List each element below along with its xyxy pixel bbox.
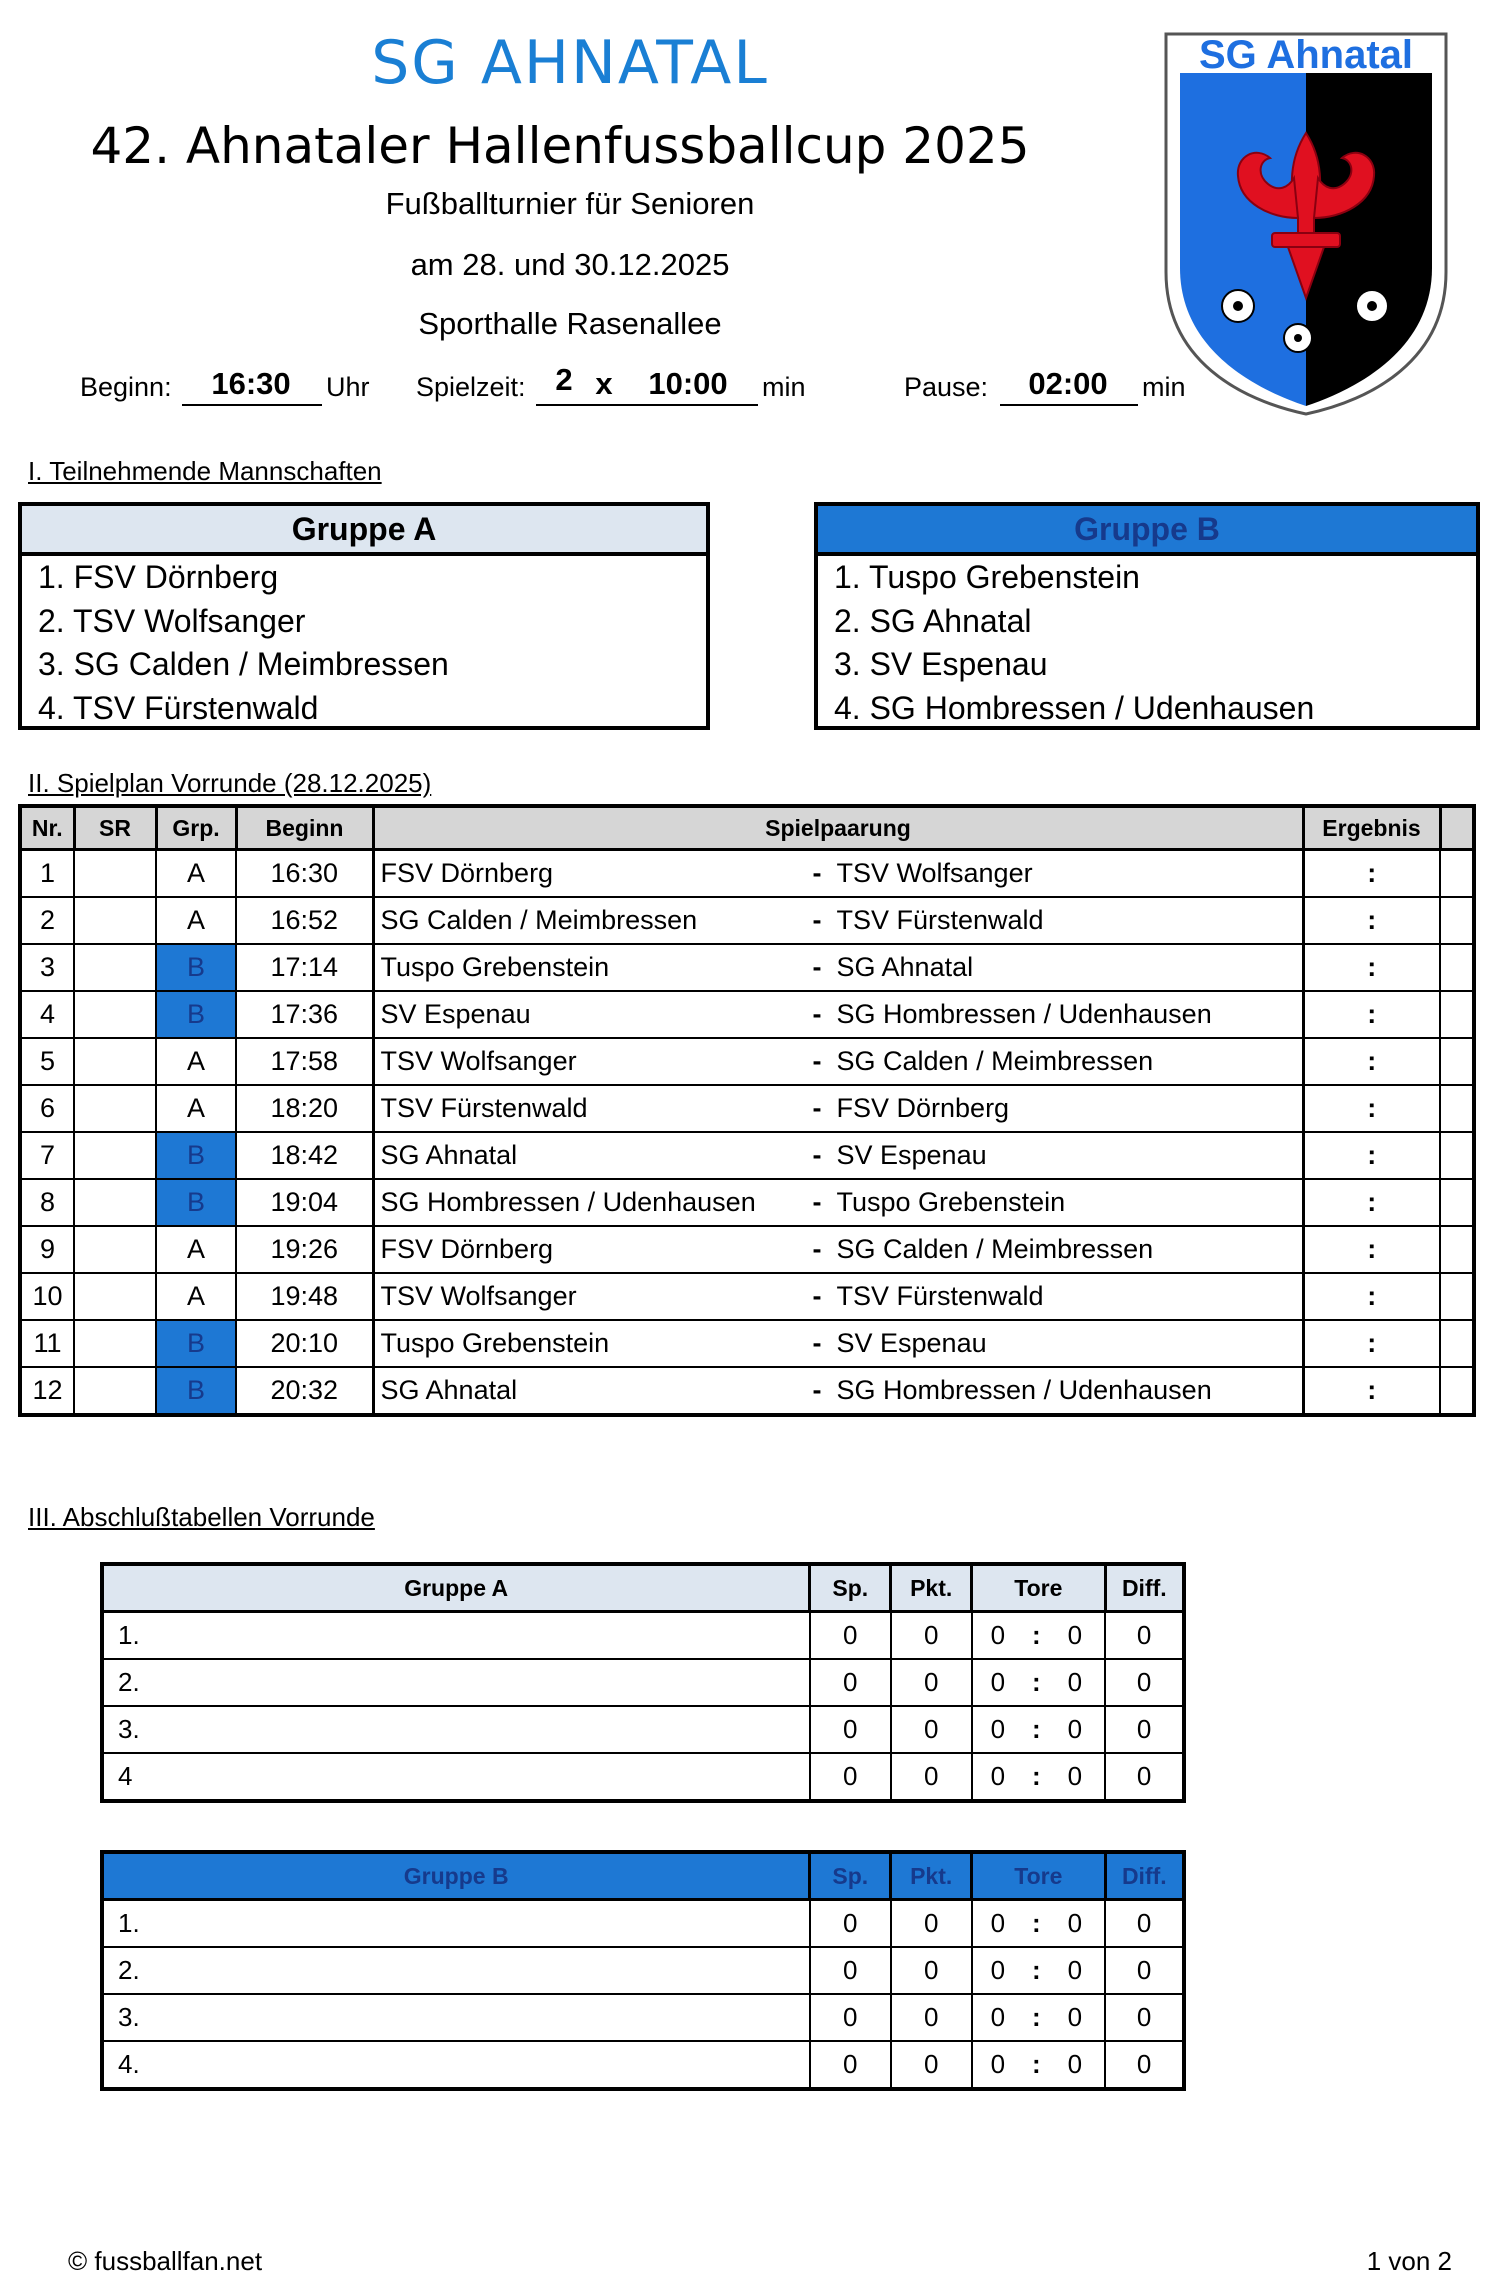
home-team: Tuspo Grebenstein xyxy=(380,952,610,982)
spare-cell xyxy=(1440,991,1474,1038)
col-sr: SR xyxy=(74,806,156,850)
spare-cell xyxy=(1440,1367,1474,1415)
group-b-heading: Gruppe B xyxy=(818,506,1476,556)
match-time: 19:26 xyxy=(236,1226,373,1273)
goals-against: 0 xyxy=(1067,1761,1083,1791)
match-number: 9 xyxy=(20,1226,74,1273)
footer-copyright: © fussballfan.net xyxy=(68,2246,263,2276)
standings-diff: 0 xyxy=(1105,1900,1184,1948)
standings-points: 0 xyxy=(891,1659,972,1706)
standings-row xyxy=(102,1706,1184,1753)
match-time: 18:20 xyxy=(236,1085,373,1132)
standings-played: 0 xyxy=(810,1947,891,1994)
standings-position: 1. xyxy=(102,1612,810,1660)
away-team: FSV Dörnberg xyxy=(836,1093,1010,1123)
pairing-dash: - xyxy=(812,1328,822,1358)
start-label: Beginn: xyxy=(80,372,172,402)
away-team: SG Hombressen / Udenhausen xyxy=(836,999,1212,1029)
col-result: Ergebnis xyxy=(1303,806,1440,850)
match-number: 7 xyxy=(20,1132,74,1179)
spare-cell xyxy=(1440,1179,1474,1226)
standings-diff: 0 xyxy=(1105,1947,1184,1994)
pairing-dash: - xyxy=(812,1046,822,1076)
standings-row xyxy=(102,2041,1184,2089)
match-group: B xyxy=(156,944,236,991)
playtime-underline xyxy=(536,404,758,406)
section-schedule-title: II. Spielplan Vorrunde (28.12.2025) xyxy=(28,768,432,798)
goals-wrap xyxy=(973,1667,1104,1698)
standings-group-b-table xyxy=(100,1850,1186,2091)
goals-separator: : xyxy=(1032,1761,1041,1791)
goals-for: 0 xyxy=(990,1667,1006,1697)
goals-for: 0 xyxy=(990,1620,1006,1650)
group-a-team: 3. SG Calden / Meimbressen xyxy=(38,646,449,682)
standings-goals xyxy=(972,1947,1105,1994)
pairing-dash: - xyxy=(812,1187,822,1217)
standings-points: 0 xyxy=(891,1900,972,1948)
match-result[interactable]: : xyxy=(1303,897,1440,944)
standings-played: 0 xyxy=(810,1659,891,1706)
match-group: B xyxy=(156,1179,236,1226)
pairing-wrap xyxy=(375,992,1302,1037)
match-group: A xyxy=(156,1273,236,1320)
col-pkt: Pkt. xyxy=(891,1564,972,1612)
standings-position: 3. xyxy=(102,1994,810,2041)
group-b-team: 4. SG Hombressen / Udenhausen xyxy=(834,689,1315,726)
home-team: SG Calden / Meimbressen xyxy=(380,905,698,935)
match-group: B xyxy=(156,991,236,1038)
schedule-row xyxy=(20,1038,1474,1085)
pairing-wrap xyxy=(375,851,1302,896)
away-team: SV Espenau xyxy=(836,1140,987,1170)
away-team: Tuspo Grebenstein xyxy=(836,1187,1066,1217)
goals-wrap xyxy=(973,1761,1104,1792)
match-result[interactable]: : xyxy=(1303,1132,1440,1179)
match-time: 20:10 xyxy=(236,1320,373,1367)
standings-played: 0 xyxy=(810,1994,891,2041)
group-a-team-list xyxy=(22,556,706,730)
referee-cell[interactable] xyxy=(74,991,156,1038)
spare-cell xyxy=(1440,1273,1474,1320)
goals-for: 0 xyxy=(990,1955,1006,1985)
goals-for: 0 xyxy=(990,1908,1006,1938)
col-pkt: Pkt. xyxy=(891,1852,972,1900)
standings-row xyxy=(102,1994,1184,2041)
pairing-dash: - xyxy=(812,1375,822,1405)
match-pairing xyxy=(373,1320,1303,1367)
match-time: 19:48 xyxy=(236,1273,373,1320)
standings-diff: 0 xyxy=(1105,2041,1184,2089)
match-group: A xyxy=(156,897,236,944)
standings-row xyxy=(102,1947,1184,1994)
referee-cell[interactable] xyxy=(74,1085,156,1132)
schedule-header-row xyxy=(20,806,1474,850)
goals-wrap xyxy=(973,1908,1104,1939)
home-team: SV Espenau xyxy=(380,999,531,1029)
start-value: 16:30 xyxy=(211,366,291,401)
schedule-body xyxy=(20,850,1474,1416)
match-pairing xyxy=(373,1038,1303,1085)
standings-diff: 0 xyxy=(1105,1612,1184,1660)
goals-against: 0 xyxy=(1067,1955,1083,1985)
away-team: SG Calden / Meimbressen xyxy=(836,1234,1154,1264)
standings-diff: 0 xyxy=(1105,1659,1184,1706)
schedule-row xyxy=(20,1226,1474,1273)
spare-cell xyxy=(1440,1038,1474,1085)
section-standings-title: III. Abschlußtabellen Vorrunde xyxy=(28,1502,375,1532)
col-tore: Tore xyxy=(972,1564,1105,1612)
standings-row xyxy=(102,1612,1184,1660)
schedule-row xyxy=(20,1320,1474,1367)
pairing-wrap xyxy=(375,945,1302,990)
match-time: 16:30 xyxy=(236,850,373,898)
pairing-dash: - xyxy=(812,858,822,888)
standings-row xyxy=(102,1753,1184,1801)
match-pairing xyxy=(373,991,1303,1038)
club-title: SG AHNATAL xyxy=(371,28,769,98)
goals-against: 0 xyxy=(1067,1714,1083,1744)
away-team: TSV Wolfsanger xyxy=(836,858,1033,888)
goals-separator: : xyxy=(1032,2049,1041,2079)
match-pairing xyxy=(373,1273,1303,1320)
referee-cell[interactable] xyxy=(74,944,156,991)
goals-separator: : xyxy=(1032,1714,1041,1744)
match-result[interactable]: : xyxy=(1303,1085,1440,1132)
standings-b-title: Gruppe B xyxy=(102,1852,810,1900)
spare-cell xyxy=(1440,944,1474,991)
group-b-box xyxy=(814,502,1480,730)
standings-goals xyxy=(972,1994,1105,2041)
schedule-table xyxy=(18,804,1476,1417)
match-number: 1 xyxy=(20,850,74,898)
playtime-value: 10:00 xyxy=(648,366,728,401)
pause-underline xyxy=(1000,404,1138,406)
home-team: SG Ahnatal xyxy=(380,1140,518,1170)
schedule-row xyxy=(20,944,1474,991)
match-group: A xyxy=(156,850,236,898)
group-a-heading: Gruppe A xyxy=(22,506,706,556)
goals-wrap xyxy=(973,1620,1104,1651)
match-time: 17:14 xyxy=(236,944,373,991)
home-team: SG Hombressen / Udenhausen xyxy=(380,1187,756,1217)
col-sp: Sp. xyxy=(810,1852,891,1900)
match-group: A xyxy=(156,1226,236,1273)
goals-against: 0 xyxy=(1067,1908,1083,1938)
goals-wrap xyxy=(973,1955,1104,1986)
standings-diff: 0 xyxy=(1105,1706,1184,1753)
match-number: 11 xyxy=(20,1320,74,1367)
away-team: TSV Fürstenwald xyxy=(836,1281,1044,1311)
pairing-dash: - xyxy=(812,905,822,935)
standings-points: 0 xyxy=(891,1947,972,1994)
standings-position: 4. xyxy=(102,2041,810,2089)
match-result[interactable]: : xyxy=(1303,944,1440,991)
group-a-team: 4. TSV Fürstenwald xyxy=(38,689,319,726)
match-result[interactable]: : xyxy=(1303,1179,1440,1226)
pairing-dash: - xyxy=(812,1093,822,1123)
pairing-wrap xyxy=(375,1133,1302,1178)
club-crest-logo xyxy=(1160,28,1452,416)
pairing-wrap xyxy=(375,1368,1302,1413)
referee-cell[interactable] xyxy=(74,1179,156,1226)
match-pairing xyxy=(373,897,1303,944)
spare-cell xyxy=(1440,1132,1474,1179)
match-time: 19:04 xyxy=(236,1179,373,1226)
match-group: B xyxy=(156,1367,236,1415)
standings-diff: 0 xyxy=(1105,1994,1184,2041)
standings-position: 2. xyxy=(102,1947,810,1994)
standings-a-title: Gruppe A xyxy=(102,1564,810,1612)
match-group: A xyxy=(156,1085,236,1132)
match-pairing xyxy=(373,1226,1303,1273)
referee-cell[interactable] xyxy=(74,1132,156,1179)
spare-cell xyxy=(1440,1226,1474,1273)
standings-played: 0 xyxy=(810,2041,891,2089)
match-result[interactable]: : xyxy=(1303,1367,1440,1415)
match-pairing xyxy=(373,1179,1303,1226)
standings-a-header-row xyxy=(102,1564,1184,1612)
pairing-wrap xyxy=(375,1180,1302,1225)
match-number: 5 xyxy=(20,1038,74,1085)
spare-cell xyxy=(1440,1320,1474,1367)
standings-goals xyxy=(972,1753,1105,1801)
group-a-box xyxy=(18,502,710,730)
home-team: TSV Fürstenwald xyxy=(380,1093,588,1123)
footer-page-number: 1 von 2 xyxy=(1366,2246,1452,2276)
start-underline xyxy=(182,404,322,406)
home-team: SG Ahnatal xyxy=(380,1375,518,1405)
schedule-row xyxy=(20,1085,1474,1132)
goals-separator: : xyxy=(1032,2002,1041,2032)
referee-cell[interactable] xyxy=(74,1320,156,1367)
spare-cell xyxy=(1440,1085,1474,1132)
goals-separator: : xyxy=(1032,1955,1041,1985)
standings-points: 0 xyxy=(891,2041,972,2089)
venue-line: Sporthalle Rasenallee xyxy=(418,306,722,341)
referee-cell[interactable] xyxy=(74,1038,156,1085)
schedule-row xyxy=(20,897,1474,944)
standings-b-header-row xyxy=(102,1852,1184,1900)
col-diff: Diff. xyxy=(1105,1852,1184,1900)
match-time: 18:42 xyxy=(236,1132,373,1179)
cup-title: 42. Ahnataler Hallenfussballcup 2025 xyxy=(90,117,1030,175)
referee-cell[interactable] xyxy=(74,1273,156,1320)
pairing-dash: - xyxy=(812,1234,822,1264)
referee-cell[interactable] xyxy=(74,1226,156,1273)
schedule-row xyxy=(20,991,1474,1038)
match-number: 8 xyxy=(20,1179,74,1226)
standings-goals xyxy=(972,1659,1105,1706)
match-time: 20:32 xyxy=(236,1367,373,1415)
pairing-dash: - xyxy=(812,999,822,1029)
group-a-team: 1. FSV Dörnberg xyxy=(38,559,279,595)
spare-cell xyxy=(1440,897,1474,944)
pairing-wrap xyxy=(375,898,1302,943)
standings-position: 2. xyxy=(102,1659,810,1706)
pause-value: 02:00 xyxy=(1028,366,1108,401)
standings-a-body xyxy=(102,1612,1184,1802)
standings-goals xyxy=(972,2041,1105,2089)
referee-cell[interactable] xyxy=(74,897,156,944)
standings-position: 4 xyxy=(102,1753,810,1801)
goals-for: 0 xyxy=(990,2049,1006,2079)
pairing-dash: - xyxy=(812,952,822,982)
schedule-row xyxy=(20,1367,1474,1415)
pairing-wrap xyxy=(375,1274,1302,1319)
match-pairing xyxy=(373,850,1303,898)
pause-label: Pause: xyxy=(904,372,989,402)
goals-against: 0 xyxy=(1067,1667,1083,1697)
match-result[interactable]: : xyxy=(1303,1273,1440,1320)
crest-text: SG Ahnatal xyxy=(1198,33,1414,77)
standings-points: 0 xyxy=(891,1706,972,1753)
group-b-team: 3. SV Espenau xyxy=(834,646,1048,682)
match-number: 6 xyxy=(20,1085,74,1132)
referee-cell[interactable] xyxy=(74,850,156,898)
col-grp: Grp. xyxy=(156,806,236,850)
goals-separator: : xyxy=(1032,1667,1041,1697)
home-team: TSV Wolfsanger xyxy=(380,1046,577,1076)
match-time: 17:36 xyxy=(236,991,373,1038)
col-tore: Tore xyxy=(972,1852,1105,1900)
standings-b-body xyxy=(102,1900,1184,2090)
standings-played: 0 xyxy=(810,1612,891,1660)
standings-points: 0 xyxy=(891,1994,972,2041)
away-team: SV Espenau xyxy=(836,1328,987,1358)
match-number: 3 xyxy=(20,944,74,991)
group-a-team: 2. TSV Wolfsanger xyxy=(38,602,306,639)
pairing-wrap xyxy=(375,1086,1302,1131)
pairing-dash: - xyxy=(812,1140,822,1170)
goals-for: 0 xyxy=(990,2002,1006,2032)
away-team: SG Hombressen / Udenhausen xyxy=(836,1375,1212,1405)
goals-against: 0 xyxy=(1067,2002,1083,2032)
match-number: 10 xyxy=(20,1273,74,1320)
schedule-row xyxy=(20,1179,1474,1226)
match-result[interactable]: : xyxy=(1303,850,1440,898)
goals-against: 0 xyxy=(1067,2049,1083,2079)
standings-points: 0 xyxy=(891,1612,972,1660)
standings-played: 0 xyxy=(810,1753,891,1801)
match-number: 4 xyxy=(20,991,74,1038)
standings-points: 0 xyxy=(891,1753,972,1801)
spare-cell xyxy=(1440,850,1474,898)
home-team: Tuspo Grebenstein xyxy=(380,1328,610,1358)
group-b-team-list xyxy=(818,556,1476,730)
playtime-halves: 2 xyxy=(555,362,573,397)
col-pairing: Spielpaarung xyxy=(373,806,1303,850)
goals-for: 0 xyxy=(990,1714,1006,1744)
pairing-wrap xyxy=(375,1039,1302,1084)
match-number: 2 xyxy=(20,897,74,944)
col-diff: Diff. xyxy=(1105,1564,1184,1612)
standings-position: 1. xyxy=(102,1900,810,1948)
section-teams-title: I. Teilnehmende Mannschaften xyxy=(28,456,382,486)
standings-group-a-table xyxy=(100,1562,1186,1803)
schedule-row xyxy=(20,850,1474,898)
away-team: TSV Fürstenwald xyxy=(836,905,1044,935)
standings-position: 3. xyxy=(102,1706,810,1753)
col-sp: Sp. xyxy=(810,1564,891,1612)
group-b-team: 1. Tuspo Grebenstein xyxy=(834,559,1140,595)
match-pairing xyxy=(373,1132,1303,1179)
match-time: 17:58 xyxy=(236,1038,373,1085)
standings-row xyxy=(102,1659,1184,1706)
standings-played: 0 xyxy=(810,1900,891,1948)
home-team: FSV Dörnberg xyxy=(380,1234,554,1264)
playtime-label: Spielzeit: xyxy=(416,372,526,402)
match-time: 16:52 xyxy=(236,897,373,944)
standings-goals xyxy=(972,1612,1105,1660)
standings-goals xyxy=(972,1706,1105,1753)
playtime-unit: min xyxy=(762,372,806,402)
col-beginn: Beginn xyxy=(236,806,373,850)
match-result[interactable]: : xyxy=(1303,1226,1440,1273)
start-unit: Uhr xyxy=(326,372,370,402)
standings-row xyxy=(102,1900,1184,1948)
away-team: SG Calden / Meimbressen xyxy=(836,1046,1154,1076)
standings-goals xyxy=(972,1900,1105,1948)
col-spare xyxy=(1440,806,1474,850)
match-pairing xyxy=(373,1085,1303,1132)
pause-unit: min xyxy=(1142,372,1186,402)
pairing-dash: - xyxy=(812,1281,822,1311)
away-team: SG Ahnatal xyxy=(836,952,974,982)
col-nr: Nr. xyxy=(20,806,74,850)
goals-separator: : xyxy=(1032,1908,1041,1938)
match-result[interactable]: : xyxy=(1303,1038,1440,1085)
referee-cell[interactable] xyxy=(74,1367,156,1415)
goals-wrap xyxy=(973,2002,1104,2033)
match-group: B xyxy=(156,1132,236,1179)
match-group: A xyxy=(156,1038,236,1085)
match-number: 12 xyxy=(20,1367,74,1415)
match-result[interactable]: : xyxy=(1303,1320,1440,1367)
standings-diff: 0 xyxy=(1105,1753,1184,1801)
goals-wrap xyxy=(973,1714,1104,1745)
subtitle: Fußballturnier für Senioren xyxy=(385,186,755,221)
date-line: am 28. und 30.12.2025 xyxy=(410,247,730,282)
match-group: B xyxy=(156,1320,236,1367)
goals-against: 0 xyxy=(1067,1620,1083,1650)
playtime-x: x xyxy=(595,366,613,401)
schedule-row xyxy=(20,1132,1474,1179)
standings-played: 0 xyxy=(810,1706,891,1753)
pairing-wrap xyxy=(375,1227,1302,1272)
goals-separator: : xyxy=(1032,1620,1041,1650)
schedule-row xyxy=(20,1273,1474,1320)
match-pairing xyxy=(373,1367,1303,1415)
home-team: FSV Dörnberg xyxy=(380,858,554,888)
match-pairing xyxy=(373,944,1303,991)
match-result[interactable]: : xyxy=(1303,991,1440,1038)
pairing-wrap xyxy=(375,1321,1302,1366)
goals-for: 0 xyxy=(990,1761,1006,1791)
home-team: TSV Wolfsanger xyxy=(380,1281,577,1311)
goals-wrap xyxy=(973,2049,1104,2080)
group-b-team: 2. SG Ahnatal xyxy=(834,602,1032,639)
